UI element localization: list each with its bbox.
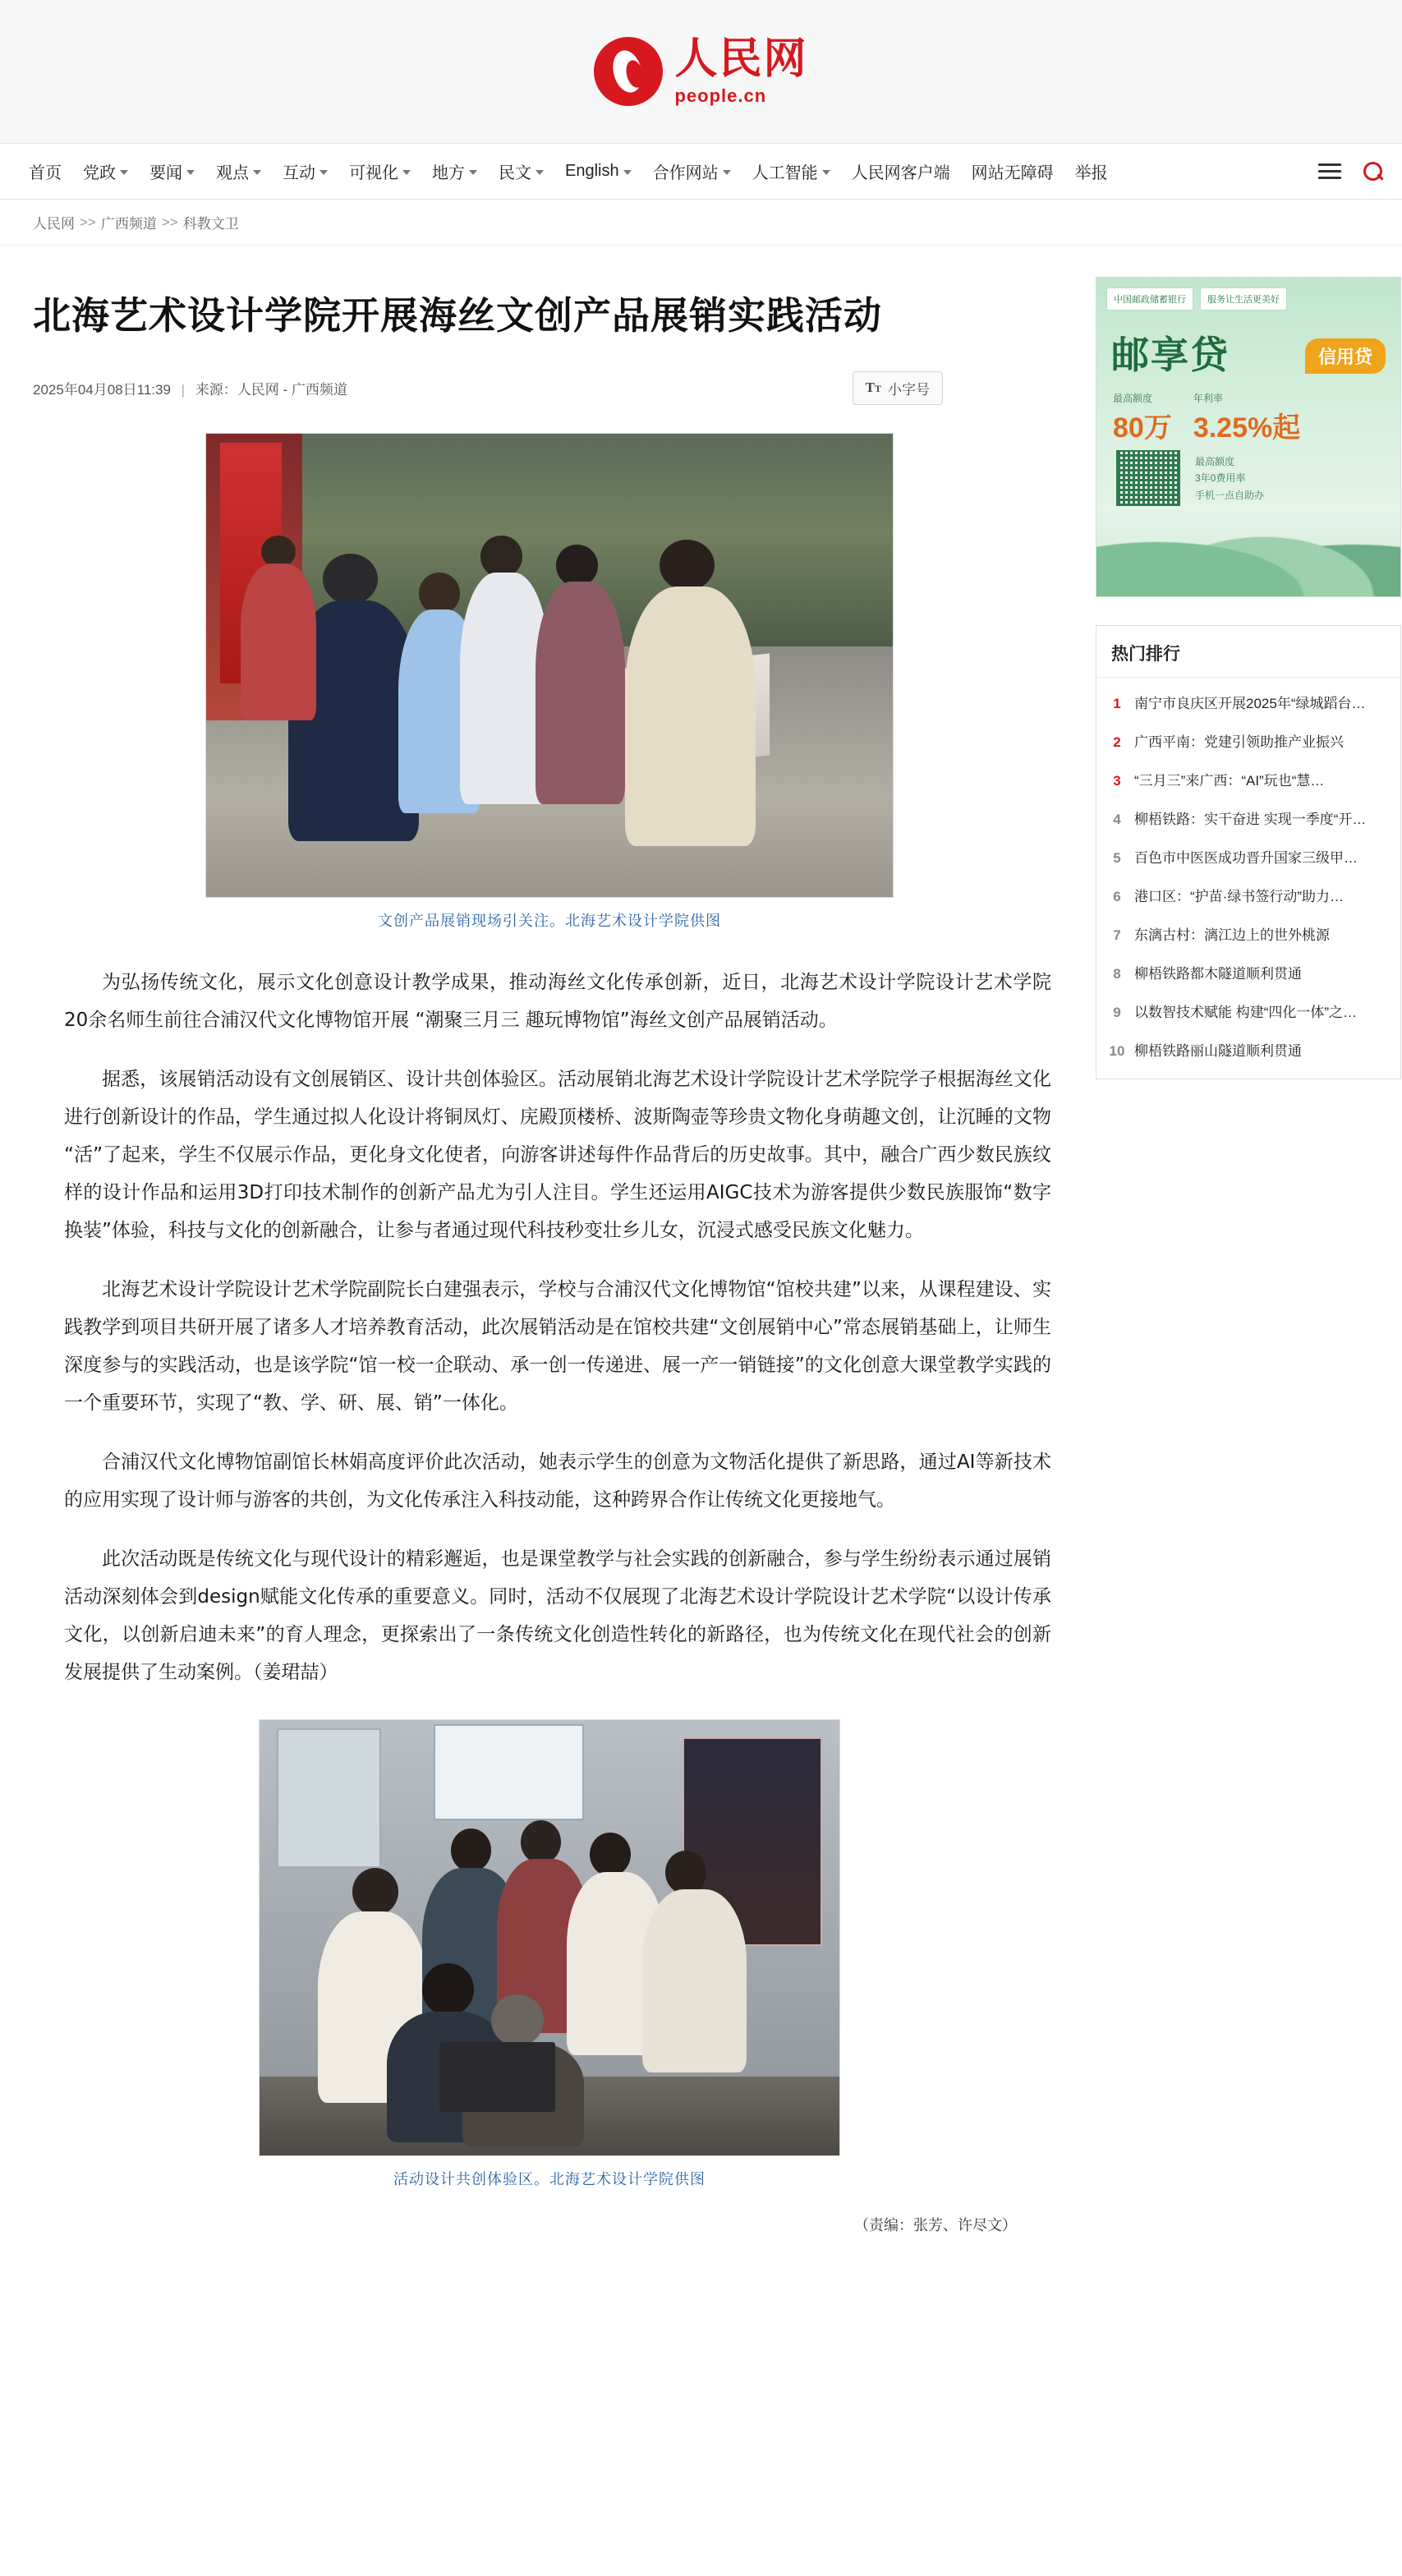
nav-label: 人民网客户端 bbox=[851, 164, 950, 182]
chevron-down-icon bbox=[536, 170, 544, 175]
search-icon[interactable] bbox=[1363, 161, 1384, 182]
nav-right-tools bbox=[1308, 161, 1384, 182]
article-image-2 bbox=[259, 1719, 840, 2156]
font-size-button[interactable] bbox=[853, 371, 943, 405]
rank-title: 百色市中医医成功晋升国家三级甲… bbox=[1134, 850, 1358, 866]
logo-text bbox=[674, 34, 808, 106]
list-item[interactable] bbox=[1096, 760, 1400, 798]
ad-mini-text bbox=[1195, 453, 1264, 504]
figure-caption-2: 活动设计共创体验区。北海艺术设计学院供图 bbox=[393, 2170, 706, 2188]
nav-item-interaction[interactable] bbox=[272, 159, 338, 183]
rank-number: 10 bbox=[1109, 1043, 1125, 1059]
rank-title: 以数智技术赋能 构建“四化一体”之… bbox=[1134, 1005, 1358, 1020]
ad-figure-value: 3.25%起 bbox=[1193, 412, 1301, 444]
article-meta bbox=[33, 378, 347, 398]
article-date: 2025年04月08日11:39 bbox=[33, 381, 171, 398]
ad-pills bbox=[1096, 278, 1400, 320]
rank-number: 7 bbox=[1113, 927, 1121, 943]
rank-number: 4 bbox=[1113, 812, 1121, 827]
nav-item-party[interactable] bbox=[72, 159, 139, 183]
rank-number: 6 bbox=[1113, 889, 1121, 904]
rank-title: 南宁市良庆区开展2025年“绿城蹈台… bbox=[1134, 696, 1366, 711]
photo-illustration bbox=[206, 434, 893, 897]
ad-figure-label: 年利率 bbox=[1193, 393, 1223, 404]
chevron-down-icon bbox=[253, 170, 261, 175]
article-column bbox=[33, 246, 1066, 2276]
list-item[interactable] bbox=[1096, 991, 1400, 1030]
hot-ranking-title: 热门排行 bbox=[1096, 626, 1400, 678]
font-size-icon: TT bbox=[865, 380, 881, 396]
list-item[interactable] bbox=[1096, 914, 1400, 953]
logo-title-cn: 人民网 bbox=[674, 34, 808, 84]
nav-item-opinion[interactable] bbox=[205, 159, 272, 183]
nav-label: 人工智能 bbox=[752, 164, 818, 182]
nav-item-home[interactable] bbox=[18, 159, 72, 183]
nav-item-news[interactable] bbox=[139, 159, 205, 183]
list-item[interactable] bbox=[1096, 721, 1400, 760]
hot-ranking-list bbox=[1096, 678, 1400, 1079]
nav-label: 党政 bbox=[83, 164, 116, 182]
article-figure-1 bbox=[33, 433, 1066, 931]
nav-label: 合作网站 bbox=[652, 164, 719, 182]
site-logo[interactable] bbox=[594, 34, 808, 106]
list-item[interactable] bbox=[1096, 953, 1400, 991]
article-paragraph: 合浦汉代文化博物馆副馆长林娟高度评价此次活动，她表示学生的创意为文物活化提供了新思路，通过AI等新技术的应用实现了设计师与游客的共创，为文化传承注入科技动能，这种跨界合作让传统文化更接地气。 bbox=[64, 1451, 1051, 1511]
chevron-down-icon bbox=[402, 170, 411, 175]
nav-item-app[interactable] bbox=[841, 159, 961, 183]
chevron-down-icon bbox=[822, 170, 830, 175]
ad-mini-line: 最高额度 bbox=[1195, 456, 1235, 467]
list-item[interactable] bbox=[1096, 876, 1400, 914]
hot-ranking-card bbox=[1096, 625, 1401, 1079]
rank-title: 柳梧铁路都木隧道顺利贯通 bbox=[1134, 966, 1302, 982]
figure-caption-1: 文创产品展销现场引关注。北海艺术设计学院供图 bbox=[378, 912, 721, 930]
nav-item-local[interactable] bbox=[421, 159, 488, 183]
chevron-down-icon bbox=[469, 170, 477, 175]
ad-mini-line: 手机一点自助办 bbox=[1195, 489, 1265, 501]
nav-label: 民文 bbox=[499, 164, 531, 182]
page-title: 北海艺术设计学院开展海丝文创产品展销实践活动 bbox=[33, 293, 882, 338]
rank-title: 东漓古村：漓江边上的世外桃源 bbox=[1134, 927, 1330, 943]
logo-title-en: people.cn bbox=[674, 85, 767, 106]
breadcrumb-separator: >> bbox=[161, 214, 178, 230]
rank-title: 港口区：“护苗·绿书签行动”助力… bbox=[1134, 889, 1344, 904]
list-item[interactable] bbox=[1096, 798, 1400, 837]
article-image-1 bbox=[205, 433, 894, 898]
breadcrumb bbox=[0, 200, 1402, 246]
ad-figures bbox=[1096, 380, 1400, 445]
nav-item-ai[interactable] bbox=[742, 159, 841, 183]
rank-title: 柳梧铁路：实干奋进 实现一季度“开… bbox=[1134, 812, 1367, 827]
chevron-down-icon bbox=[319, 170, 328, 175]
nav-label: 举报 bbox=[1074, 164, 1108, 182]
font-size-label: 小字号 bbox=[888, 381, 930, 398]
list-item[interactable] bbox=[1096, 837, 1400, 876]
nav-label: 网站无障碍 bbox=[971, 164, 1054, 182]
article-source-label: 来源： bbox=[195, 381, 237, 398]
nav-label: 要闻 bbox=[149, 164, 182, 182]
ad-figure bbox=[1113, 391, 1172, 445]
nav-item-ethnic[interactable] bbox=[488, 159, 554, 183]
nav-label: 可视化 bbox=[349, 164, 398, 182]
article-source: 人民网 - 广西频道 bbox=[237, 381, 347, 398]
nav-item-accessibility[interactable] bbox=[961, 159, 1064, 183]
article-paragraph: 此次活动既是传统文化与现代设计的精彩邂逅，也是课堂教学与社会实践的创新融合，参与学生纷纷表示通过展销活动深刻体会到design赋能文化传承的重要意义。同时，活动不仅展现了北海艺术设计学院设计艺术学院“以设计传承文化，以创新启迪未来”的育人理念，更探索出了一条传统文化创造性转化的新路径，也为传统文化在现代社会的创新发展提供了生动案例。（姜珺喆） bbox=[64, 1548, 1051, 1683]
nav-label: 观点 bbox=[216, 164, 249, 182]
people-cn-logo-icon bbox=[594, 37, 663, 106]
article-figure-2 bbox=[33, 1719, 1066, 2189]
ad-mini-line: 3年0费用率 bbox=[1195, 472, 1246, 485]
ad-pill: 中国邮政储蓄银行 bbox=[1106, 288, 1193, 310]
rank-number: 5 bbox=[1113, 850, 1121, 866]
rank-number: 8 bbox=[1113, 966, 1121, 982]
advertisement-banner[interactable] bbox=[1096, 277, 1401, 597]
content-wrapper bbox=[0, 246, 1402, 2276]
breadcrumb-separator: >> bbox=[80, 214, 96, 230]
nav-items bbox=[18, 159, 1308, 183]
breadcrumb-item-people[interactable]: 人民网 bbox=[33, 216, 75, 232]
chevron-down-icon bbox=[120, 170, 128, 175]
article-body bbox=[33, 964, 1066, 1691]
nav-item-partners[interactable] bbox=[642, 159, 742, 183]
nav-item-visualization[interactable] bbox=[338, 159, 421, 183]
site-masthead bbox=[0, 0, 1402, 144]
nav-label: 地方 bbox=[432, 164, 465, 182]
ad-figure bbox=[1193, 391, 1300, 445]
chevron-down-icon bbox=[623, 170, 632, 175]
rank-number: 1 bbox=[1113, 696, 1121, 711]
sidebar bbox=[1096, 246, 1401, 2276]
chevron-down-icon bbox=[723, 170, 731, 175]
nav-label: 互动 bbox=[283, 164, 315, 182]
rank-title: “三月三”来广西：“AI”玩也“慧… bbox=[1134, 773, 1325, 789]
chevron-down-icon bbox=[186, 170, 195, 175]
rank-number: 9 bbox=[1113, 1005, 1121, 1020]
list-item[interactable] bbox=[1096, 683, 1400, 721]
rank-number: 3 bbox=[1113, 773, 1121, 789]
ad-pill: 服务让生活更美好 bbox=[1200, 288, 1287, 310]
ad-title: 邮享贷 bbox=[1111, 333, 1230, 377]
article-meta-row bbox=[33, 371, 1066, 405]
photo-illustration bbox=[260, 1720, 839, 2155]
ad-badge: 信用贷 bbox=[1305, 338, 1386, 374]
meta-separator: | bbox=[181, 381, 186, 398]
editor-credit: （责编：张芳、许尽文） bbox=[854, 2216, 1017, 2233]
ad-figure-value: 80万 bbox=[1113, 412, 1172, 444]
nav-label: 首页 bbox=[29, 164, 62, 182]
rank-title: 广西平南：党建引领助推产业振兴 bbox=[1134, 734, 1344, 750]
ad-figure-label: 最高额度 bbox=[1113, 393, 1153, 404]
rank-title: 柳梧铁路丽山隧道顺利贯通 bbox=[1134, 1043, 1302, 1059]
nav-item-report[interactable] bbox=[1064, 159, 1119, 183]
breadcrumb-item-guangxi[interactable]: 广西频道 bbox=[100, 216, 157, 232]
main-navigation bbox=[0, 144, 1402, 200]
rank-number: 2 bbox=[1113, 734, 1121, 750]
nav-item-english[interactable] bbox=[554, 162, 642, 181]
ad-decoration bbox=[1096, 506, 1400, 596]
article-paragraph: 北海艺术设计学院设计艺术学院副院长白建强表示，学校与合浦汉代文化博物馆“馆校共建”以来，从课程建设、实践教学到项目共研开展了诸多人才培养教育活动，此次展销活动是在馆校共建“文创展销中心”常态展销基础上，让师生深度参与的实践活动，也是该学院“馆一校一企联动、承一创一传递进、展一产一销链接”的文化创意大课堂教学实践的一个重要环节，实现了“教、学、研、展、销”一体化。 bbox=[64, 1278, 1051, 1414]
article-paragraph: 为弘扬传统文化，展示文化创意设计教学成果，推动海丝文化传承创新，近日，北海艺术设计学院设计艺术学院20余名师生前往合浦汉代文化博物馆开展 “潮聚三月三 趣玩博物馆”海丝文创产品展销活动。 bbox=[64, 971, 1051, 1031]
breadcrumb-item-section[interactable]: 科教文卫 bbox=[182, 216, 239, 232]
nav-label: English bbox=[565, 162, 619, 180]
hamburger-icon[interactable] bbox=[1318, 163, 1341, 179]
qr-code-icon bbox=[1116, 450, 1180, 514]
list-item[interactable] bbox=[1096, 1030, 1400, 1069]
article-paragraph: 据悉，该展销活动设有文创展销区、设计共创体验区。活动展销北海艺术设计学院设计艺术学院学子根据海丝文化进行创新设计的作品，学生通过拟人化设计将铜凤灯、庑殿顶楼桥、波斯陶壶等珍贵文物化身萌趣文创，让沉睡的文物“活”了起来，学生不仅展示作品，更化身文化使者，向游客讲述每件作品背后的历史故事。其中，融合广西少数民族纹样的设计作品和运用3D打印技术制作的创新产品尤为引人注目。学生还运用AIGC技术为游客提供少数民族服饰“数字换装”体验，科技与文化的创新融合，让参与者通过现代科技秒变壮乡儿女，沉浸式感受民族文化魅力。 bbox=[64, 1068, 1051, 1241]
